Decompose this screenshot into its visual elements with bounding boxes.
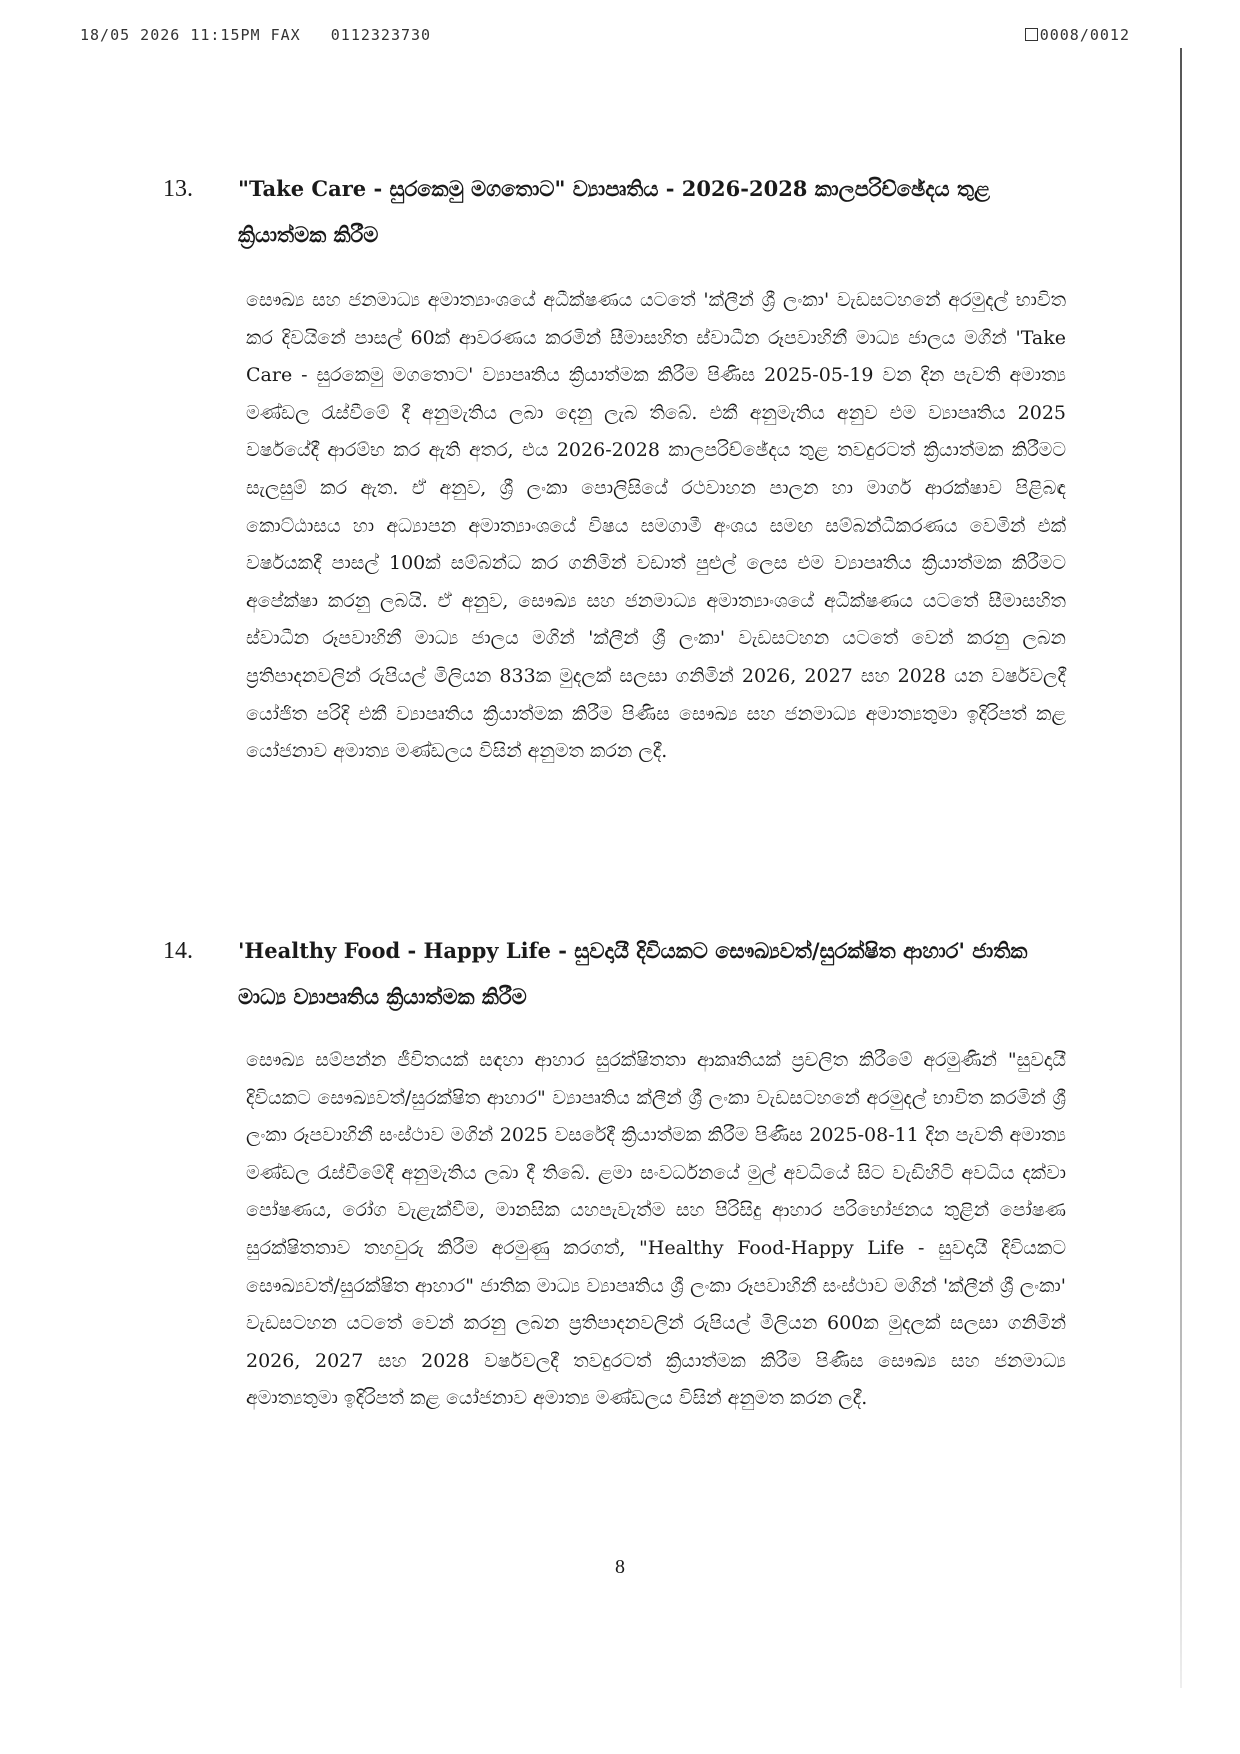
- section-title: "Take Care - සුරකෙමු මගතොට" ව්‍යාපෘතිය - 2026-2028 කාලපරිච්ඡේදය තුළ ක්‍රියාත්මක කිරීම: [238, 176, 991, 247]
- fax-transmission-line: 18/05 2026 11:15PM FAX 0112323730: [80, 26, 432, 44]
- scan-edge-line: [1180, 48, 1182, 1688]
- section-body: සෞඛ්‍ය සහ ජනමාධ්‍ය අමාත්‍යාංශයේ අධීක්ෂණය යටතේ 'ක්ලීන් ශ්‍රී ලංකා' වැඩසටහනේ අරමුදල් භාවිත කර දිවයිනේ පාසල් 60ක් ආවරණය කරමින් සීමාසහිත ස්වාධීන රූපවාහිනී මාධ්‍ය ජාලය මගින් 'Take Care - සුරකෙමු මගතොට' ව්‍යාපෘතිය ක්‍රියාත්මක කිරීම පිණිස 2025-05-19 වන දින පැවති අමාත්‍ය මණ්ඩල රැස්වීමේ දී අනුමැතිය ලබා දෙනු ලැබ තිබේ. එකී අනුමැතිය අනුව එම ව්‍යාපෘතිය 2025 වර්ෂයේදී ආරම්භ කර ඇති අතර, එය 2026-2028 කාලපරිච්ඡේදය තුළ තවදුරටත් ක්‍රියාත්මක කිරීමට සැලසුම් කර ඇත. ඒ අනුව, ශ්‍රී ලංකා පොලිසියේ රථවාහන පාලන හා මාර්ග ආරක්ෂාව පිළිබඳ කොට්ඨාසය හා අධ්‍යාපන අමාත්‍යාංශයේ විෂය සමගාමී අංශය සමඟ සම්බන්ධීකරණය වෙමින් එක් වර්ෂයකදී පාසල් 100ක් සම්බන්ධ කර ගනිමින් වඩාත් පුළුල් ලෙස එම ව්‍යාපෘතිය ක්‍රියාත්මක කිරීමට අපේක්ෂා කරනු ලබයි. ඒ අනුව, සෞඛ්‍ය සහ ජනමාධ්‍ය අමාත්‍යාංශයේ අධීක්ෂණය යටතේ සීමාසහිත ස්වාධීන රූපවාහිනී මාධ්‍ය ජාලය මගින් 'ක්ලීන් ශ්‍රී ලංකා' වැඩසටහන යටතේ වෙන් කරනු ලබන ප්‍රතිපාදනවලින් රුපියල් මිලියන 833ක මුදලක් සලසා ගනිමින් 2026, 2027 සහ 2028 යන වර්ෂවලදී යෝජිත පරිදි එකී ව්‍යාපෘතිය ක්‍රියාත්මක කිරීම පිණිස සෞඛ්‍ය සහ ජනමාධ්‍ය අමාත්‍යතුමා ඉදිරිපත් කළ යෝජනාව අමාත්‍ය මණ්ඩලය විසින් අනුමත කරන ලදී.: [246, 289, 1066, 763]
- page-number: 8: [615, 1556, 625, 1578]
- fax-page-count: [1025, 26, 1130, 44]
- section-number: 14.: [163, 938, 193, 964]
- fax-page-count-text: 0008/0012: [1039, 26, 1130, 44]
- section-title: 'Healthy Food - Happy Life - සුවදායී දිවියකට සෞඛ්‍යවත්/සුරක්ෂිත ආහාර' ජාතික මාධ්‍ය ව්‍යාපෘතිය ක්‍රියාත්මක කිරීම: [238, 938, 1028, 1009]
- fax-header: [80, 26, 1130, 52]
- section-number: 13.: [163, 176, 193, 202]
- section-body: සෞඛ්‍ය සම්පන්න ජීවිතයක් සඳහා ආහාර සුරක්ෂිතතා ආකෘතියක් ප්‍රචලිත කිරීමේ අරමුණින් "සුවදායී දිවියකට සෞඛ්‍යවත්/සුරක්ෂිත ආහාර" ව්‍යාපෘතිය ක්ලීන් ශ්‍රී ලංකා වැඩසටහනේ අරමුදල් භාවිත කරමින් ශ්‍රී ලංකා රූපවාහිනී සංස්ථාව මගින් 2025 වසරේදී ක්‍රියාත්මක කිරීම පිණිස 2025-08-11 දින පැවති අමාත්‍ය මණ්ඩල රැස්වීමේදී අනුමැතිය ලබා දී තිබේ. ළමා සංවර්ධනයේ මුල් අවධියේ සිට වැඩිහිටි අවධිය දක්වා පෝෂණය, රෝග වැළැක්වීම, මානසික යහපැවැත්ම සහ පිරිසිදු ආහාර පරිභෝජනය තුළින් පෝෂණ සුරක්ෂිතතාව තහවුරු කිරීම අරමුණු කරගත්, "Healthy Food-Happy Life - සුවදායී දිවියකට සෞඛ්‍යවත්/සුරක්ෂිත ආහාර" ජාතික මාධ්‍ය ව්‍යාපෘතිය ශ්‍රී ලංකා රූපවාහිනී සංස්ථාව මගින් 'ක්ලීන් ශ්‍රී ලංකා' වැඩසටහන යටතේ වෙන් කරනු ලබන ප්‍රතිපාදනවලින් රුපියල් මිලියන 600ක මුදලක් සලසා ගනිමින් 2026, 2027 සහ 2028 වර්ෂවලදී තවදුරටත් ක්‍රියාත්මක කිරීම පිණිස සෞඛ්‍ය සහ ජනමාධ්‍ය අමාත්‍යතුමා ඉදිරිපත් කළ යෝජනාව අමාත්‍ය මණ්ඩලය විසින් අනුමත කරන ලදී.: [246, 1049, 1066, 1410]
- checkbox-icon: [1025, 28, 1038, 41]
